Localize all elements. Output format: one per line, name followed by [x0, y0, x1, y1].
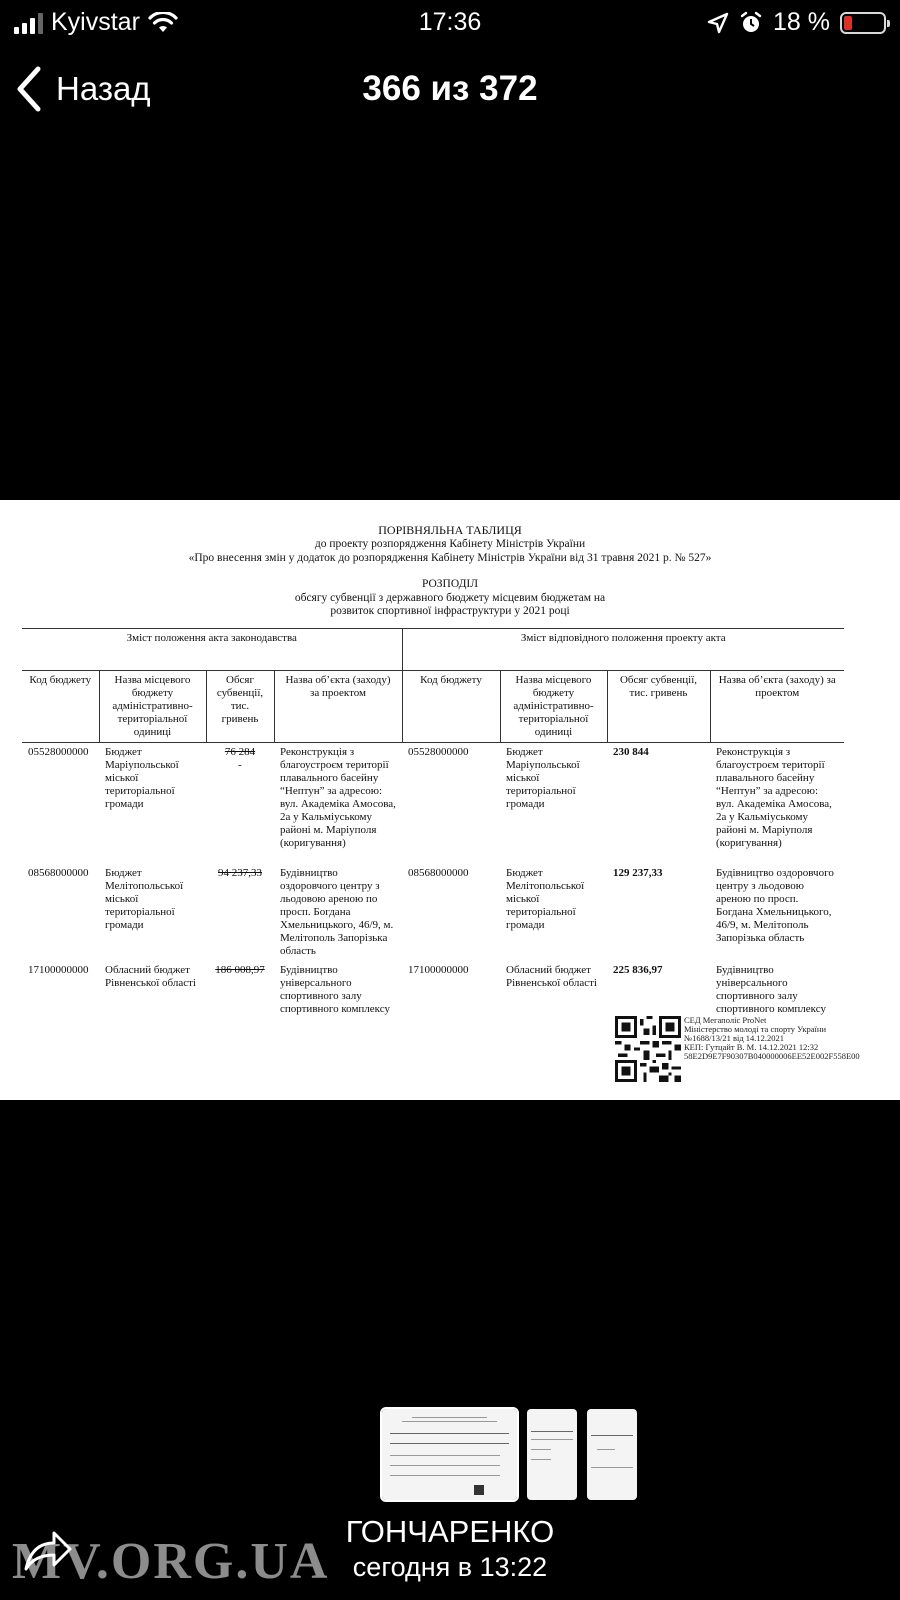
column-header: Назва місцевого бюджету адміністративно-територіальної одиниці [99, 671, 206, 743]
old-amount: 186 008,97 [215, 963, 265, 976]
column-header: Назва місцевого бюджету адміністративно-територіальної одиниці [500, 671, 607, 743]
page-counter: 366 из 372 [362, 69, 538, 108]
e-signature-stamp [684, 1016, 860, 1061]
column-header: Обсяг субвенції, тис. гривень [607, 671, 710, 743]
battery-icon [840, 12, 886, 34]
object-name: Будівництво універсального спортивного залу спортивного комплексу [280, 963, 390, 1015]
budget-code: 08568000000 [408, 866, 469, 879]
doc-title: ПОРІВНЯЛЬНА ТАБЛИЦЯ [378, 523, 522, 537]
nav-bar [0, 55, 900, 129]
doc-heading: РОЗПОДІЛ [421, 578, 479, 590]
budget-code: 08568000000 [28, 866, 89, 879]
stamp-line: №1688/13/21 від 14.12.2021 [684, 1033, 785, 1043]
stamp-line: СЕД Мегаполіс ProNet [684, 1015, 767, 1025]
object-name: Будівництво оздоровчого центру з льодовою ареною по просп. Богдана Хмельницького, 46/9, м. Мелітополь Запорізька область [280, 866, 394, 957]
stamp-line: Міністерство молоді та спорту України [684, 1024, 827, 1034]
group-header-right: Зміст відповідного положення проекту акта [402, 629, 844, 671]
status-right [707, 8, 886, 37]
thumbnail-strip [382, 1409, 637, 1500]
thumbnail-page-3[interactable] [587, 1409, 637, 1500]
column-header: Код бюджету [402, 671, 500, 743]
table-row [22, 864, 844, 961]
group-header-left: Зміст положення акта законодавства [22, 629, 402, 671]
object-name: Реконструкція з благоустроєм території плавального басейну “Нептун” за адресою: вул. Академіка Амосова, 2а у Кальміуському районі м. Маріуполя (коригування) [716, 746, 832, 849]
new-amount: 129 237,33 [613, 866, 663, 879]
carrier-name: Kyivstar [51, 8, 140, 36]
clock: 17:36 [418, 8, 482, 36]
doc-subtitle-1: до проекту розпорядження Кабінету Міністрів України [314, 538, 586, 550]
back-label: Назад [56, 70, 151, 107]
column-header: Назва об’єкта (заходу) за проектом [710, 671, 844, 743]
budget-code: 17100000000 [28, 963, 89, 976]
new-amount: 225 836,97 [613, 963, 663, 976]
doc-heading-line-2: розвиток спортивної інфраструктури у 2021 році [330, 605, 570, 617]
location-arrow-icon [707, 12, 729, 34]
old-amount-cell [206, 743, 274, 864]
budget-code: 05528000000 [408, 746, 469, 758]
table-row [22, 743, 844, 864]
sender-name: ГОНЧАРЕНКО [345, 1514, 555, 1549]
object-name: Будівництво оздоровчого центру з льодовою ареною по просп. Богдана Хмельницького, 46/9, м. Мелітополь Запорізька область [716, 866, 834, 944]
budget-name: Бюджет Маріупольської міської територіальної громади [506, 746, 580, 810]
document-image[interactable] [0, 500, 900, 1100]
budget-code: 05528000000 [28, 746, 89, 758]
column-header: Код бюджету [22, 671, 99, 743]
thumbnail-page-2[interactable] [527, 1409, 577, 1500]
budget-code: 17100000000 [408, 963, 469, 976]
column-header: Назва об’єкта (заходу) за проектом [274, 671, 402, 743]
budget-name: Обласний бюджет Рівненської області [105, 963, 196, 989]
column-header: Обсяг субвенції, тис. гривень [206, 671, 274, 743]
stamp-line: КЕП: Гутцайт В. М. 14.12.2021 12:32 [684, 1042, 819, 1052]
old-amount-mark: - [238, 759, 242, 771]
budget-name: Бюджет Мелітопольської міської територіальної громади [506, 866, 585, 931]
watermark: MV.ORG.UA [12, 1533, 330, 1590]
status-bar [0, 0, 900, 46]
new-amount: 230 844 [613, 746, 649, 758]
doc-subtitle-2: «Про внесення змін у додаток до розпорядження Кабінету Міністрів України від 31 травня 2021 р. № 527» [188, 552, 712, 564]
comparison-table [22, 628, 844, 1031]
doc-heading-line-1: обсягу субвенції з державного бюджету місцевим бюджетам на [294, 592, 606, 604]
object-name: Будівництво універсального спортивного залу спортивного комплексу [716, 963, 826, 1015]
old-amount: 76 284 [224, 746, 256, 758]
alarm-clock-icon [739, 11, 763, 35]
old-amount: 94 237,33 [218, 866, 262, 879]
sent-date: сегодня в 13:22 [352, 1552, 548, 1582]
budget-name: Обласний бюджет Рівненської області [506, 963, 597, 989]
budget-name: Бюджет Маріупольської міської територіальної громади [105, 746, 179, 810]
thumbnail-page-1[interactable] [382, 1409, 517, 1500]
object-name: Реконструкція з благоустроєм території плавального басейну “Нептун” за адресою: вул. Академіка Амосова, 2а у Кальміуському районі м. Маріуполя (коригування) [280, 746, 396, 849]
battery-percent: 18 % [773, 8, 830, 36]
qr-code-icon [615, 1016, 681, 1082]
budget-name: Бюджет Мелітопольської міської територіальної громади [105, 866, 184, 931]
stamp-line: 58E2D9E7F90307B040000006EE52E002F558E00 [684, 1051, 860, 1061]
